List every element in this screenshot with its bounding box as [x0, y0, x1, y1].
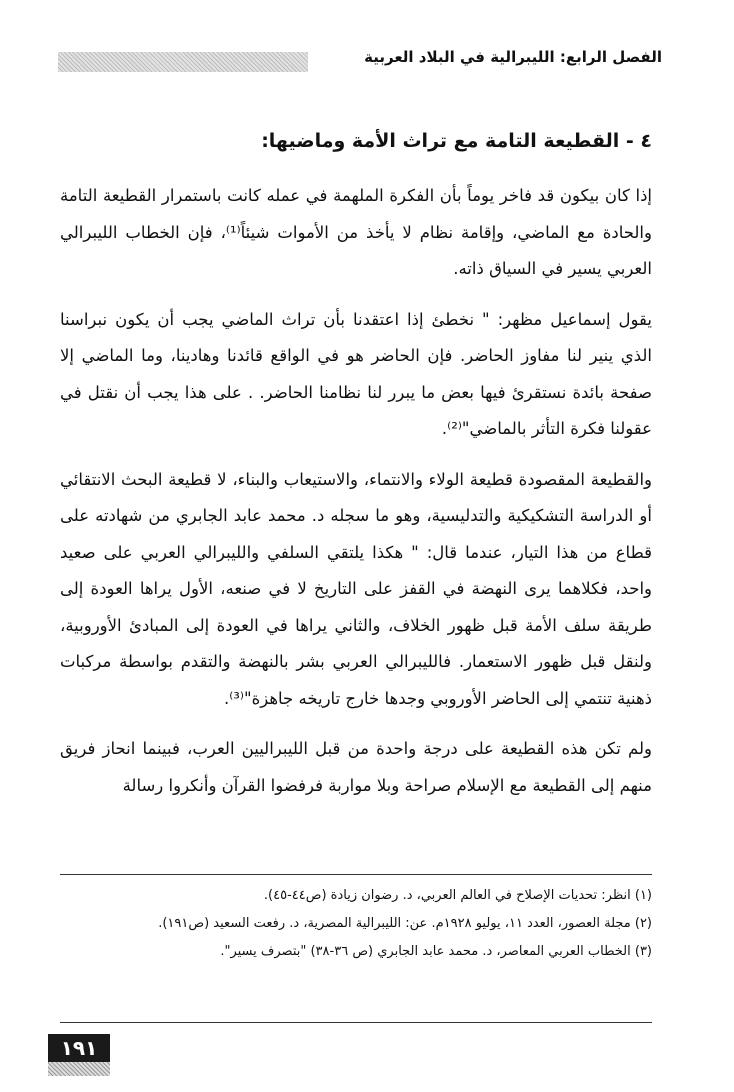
- chapter-title: الفصل الرابع: الليبرالية في البلاد العربية: [358, 48, 662, 66]
- footer-divider: [60, 1022, 652, 1023]
- running-header: [58, 46, 662, 80]
- footnote: (٣) الخطاب العربي المعاصر، د. محمد عابد الجابري (ص ٣٦-٣٨) "بتصرف يسير".: [220, 944, 652, 959]
- paragraph: يقول إسماعيل مظهر: " نخطئ إذا اعتقدنا بأن تراث الماضي يجب أن يكون نبراسنا الذي ينير لنا مفاوز الحاضر. فإن الحاضر هو في الواقع قائدنا وهادينا، وما الماضي إلا صفحة بائدة نستقرئ فيها بعض ما يبرر لنا نظامنا الحاضر. . على هذا يجب أن نقتل في عقولنا فكرة التأثر بالماضي"⁽²⁾.: [60, 309, 652, 438]
- footnote: (٢) مجلة العصور، العدد ١١، يوليو ١٩٢٨م. عن: الليبرالية المصرية، د. رفعت السعيد (ص١٩١).: [158, 916, 652, 931]
- footnote: (١) انظر: تحديات الإصلاح في العالم العربي، د. رضوان زيادة (ص٤٤-٤٥).: [263, 888, 652, 903]
- paragraph: ولم تكن هذه القطيعة على درجة واحدة من قبل الليبراليين العرب، فبينما انحاز فريق منهم إلى القطيعة مع الإسلام صراحة وبلا مواربة فرفضوا القرآن وأنكروا رسالة: [60, 739, 652, 795]
- footnotes: [60, 882, 652, 966]
- paragraph: والقطيعة المقصودة قطيعة الولاء والانتماء، والاستيعاب والبناء، لا قطيعة البحث الانتقائي أو الدراسة التشكيكية والتدليسية، وهو ما سجله د. محمد عابد الجابري من شهادته على قطاع من هذا التيار، عندما قال: " هكذا يلتقي السلفي والليبرالي العربي على صعيد واحد، فكلاهما يرى النهضة في القفز على التاريخ لا في صنعه، الأول يراها العودة إلى طريقة سلف الأمة قبل ظهور الخلاف، والثاني يراها في العودة إلى المبادئ الأوروبية، ولنقل قبل ظهور الاستعمار. فالليبرالي العربي بشر بالنهضة والتقدم بواسطة مركبات ذهنية تنتمي إلى الحاضر الأوروبي وجدها خارج تاريخه جاهزة"⁽³⁾.: [60, 469, 652, 708]
- section-heading: ٤ - القطيعة التامة مع تراث الأمة وماضيها:: [261, 130, 652, 152]
- paragraph: إذا كان بيكون قد فاخر يوماً بأن الفكرة الملهمة في عمله كانت باستمرار القطيعة التامة والحادة مع الماضي، وإقامة نظام لا يأخذ من الأموات شيئاً⁽¹⁾، فإن الخطاب الليبرالي العربي يسير في السياق ذاته.: [60, 186, 652, 278]
- footnote-divider: [60, 874, 652, 875]
- page-number-pattern: [48, 1062, 110, 1076]
- header-pattern-bar: [58, 52, 308, 72]
- page-number-box: [48, 1034, 110, 1076]
- body-text: [60, 178, 652, 818]
- page-number: ١٩١: [48, 1034, 110, 1062]
